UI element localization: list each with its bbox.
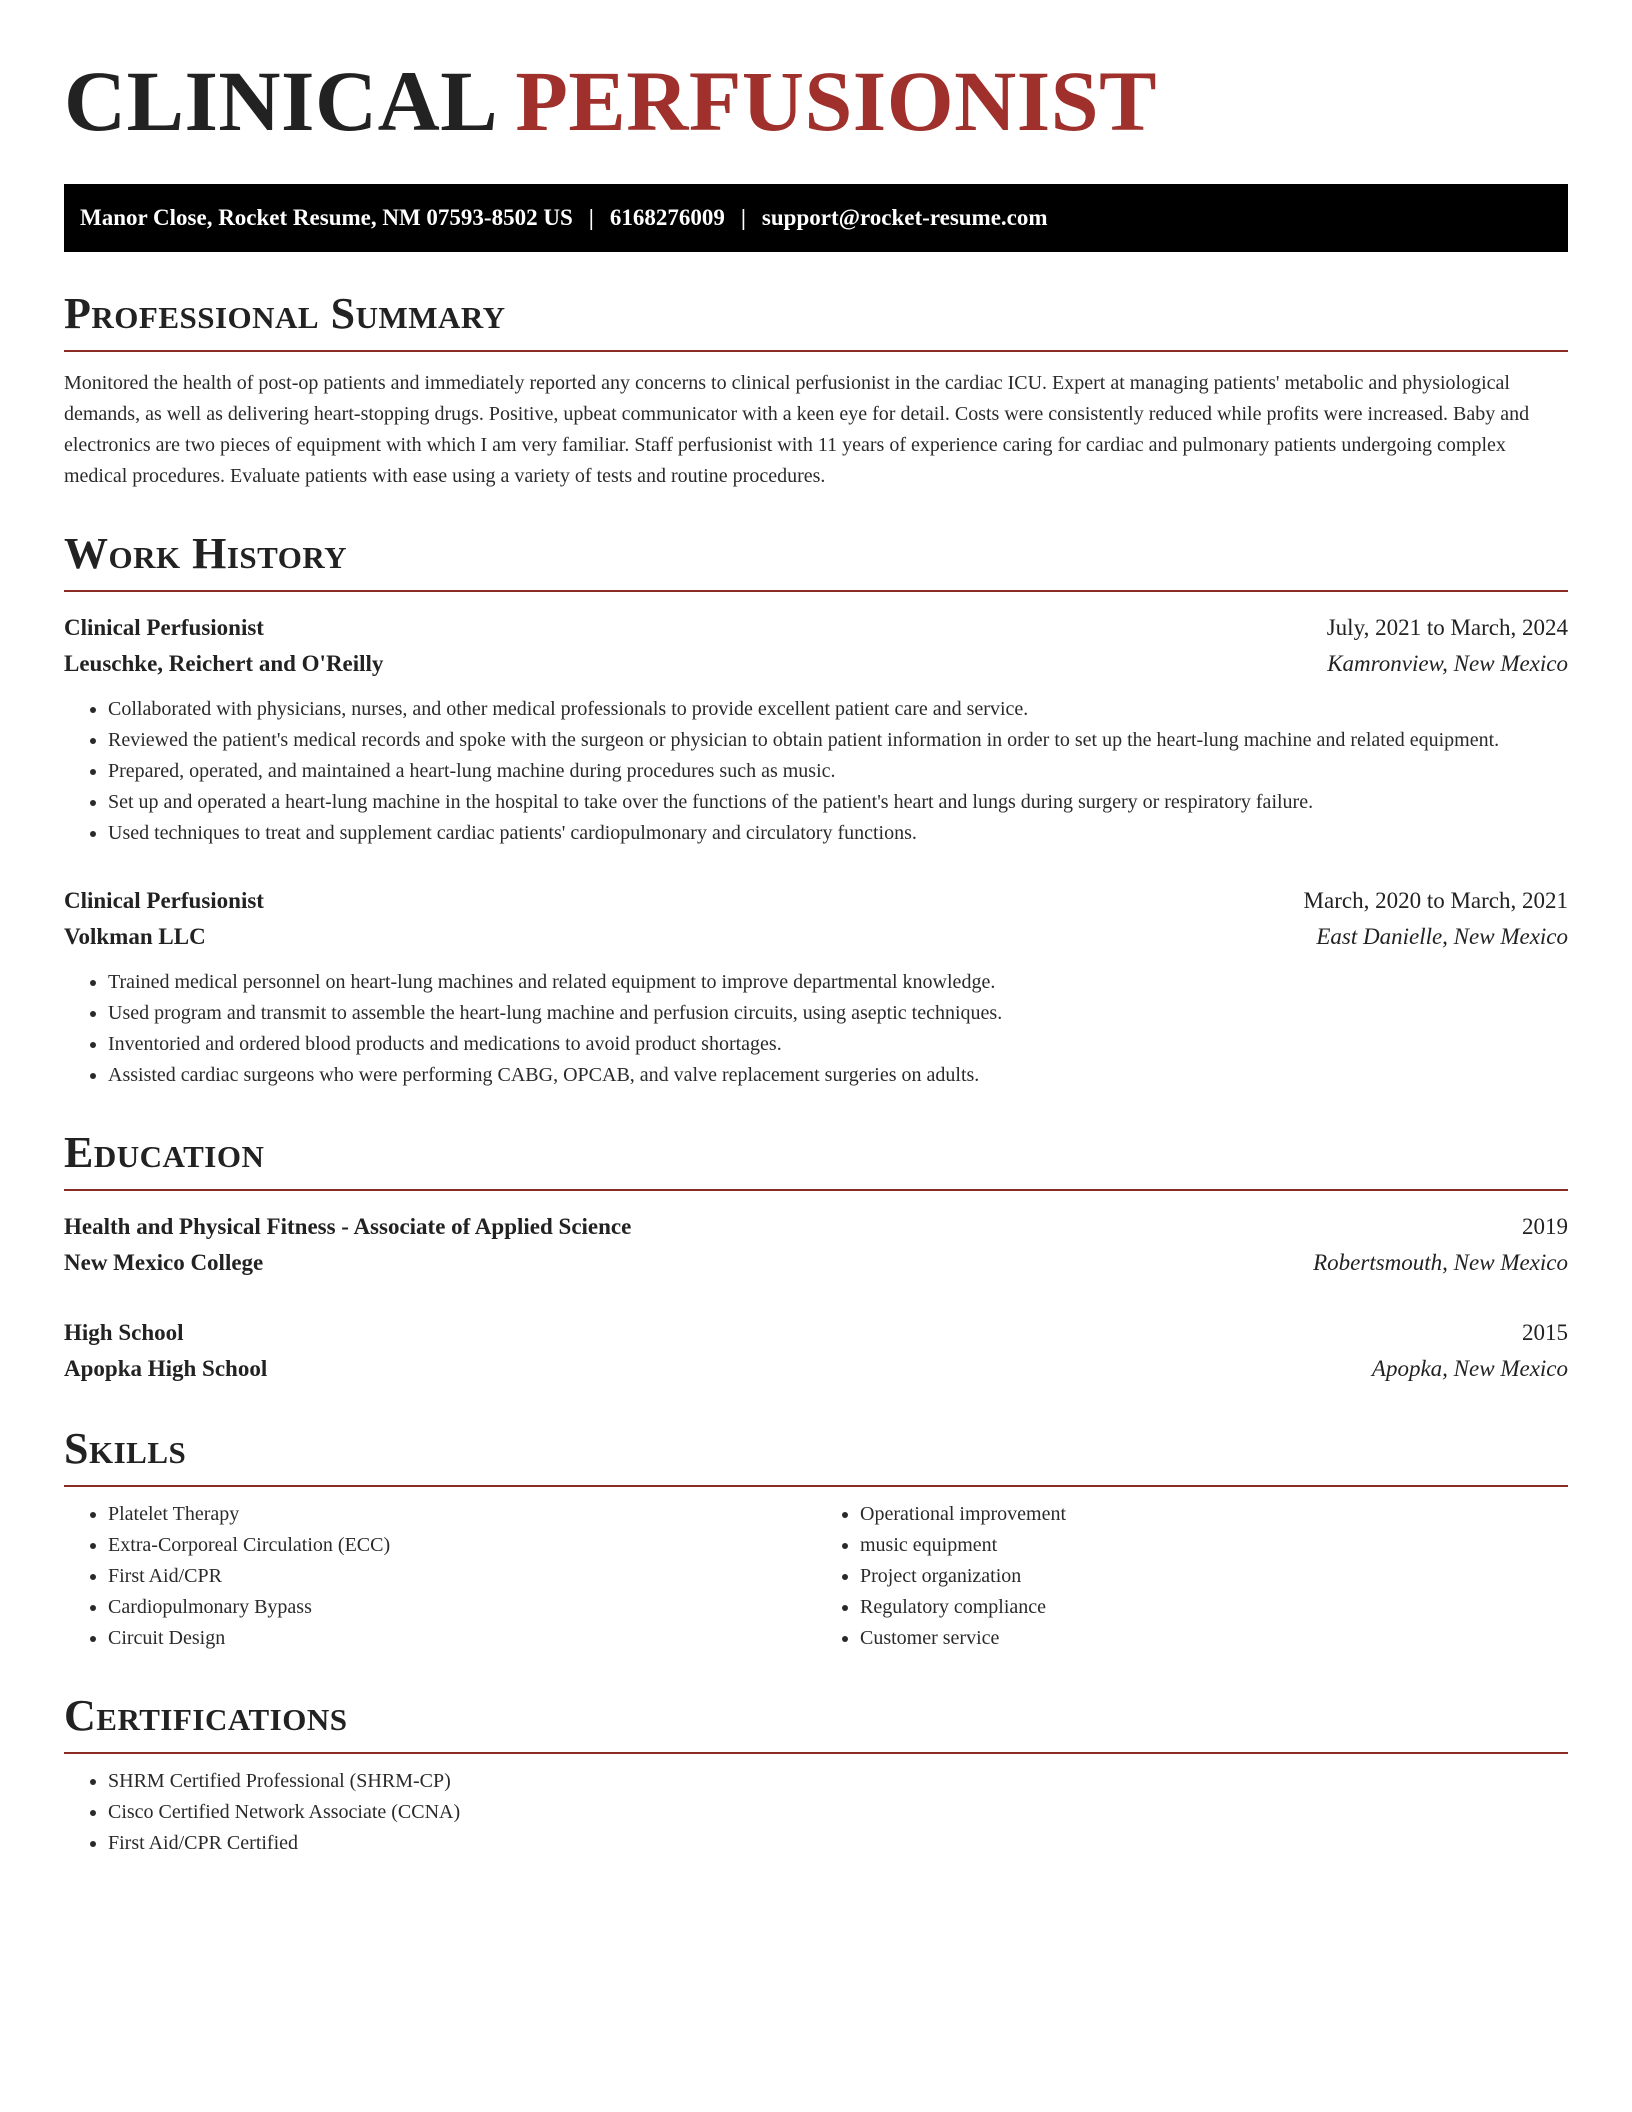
contact-separator: | [740,205,746,230]
job-role: Clinical Perfusionist [64,888,264,913]
education-location: Robertsmouth, New Mexico [1313,1250,1568,1275]
certifications-section [64,1691,1568,1859]
job-bullet: • Used program and transmit to assemble the heart-lung machine and perfusion circuits, using aseptic techniques. [108,998,1568,1029]
name-last: PERFUSIONIST [515,53,1157,149]
skills-list-right [816,1499,1568,1654]
certification-item: • SHRM Certified Professional (SHRM-CP) [108,1766,1568,1797]
certification-item: • First Aid/CPR Certified [108,1828,1568,1859]
job-bullet: • Trained medical personnel on heart-lung machines and related equipment to improve departmental knowledge. [108,967,1568,998]
certification-item: • Cisco Certified Network Associate (CCNA) [108,1797,1568,1828]
education-entry [64,1209,1568,1281]
name-first: CLINICAL [64,53,494,149]
job-location: Kamronview, New Mexico [1327,651,1568,676]
education-school: New Mexico College [64,1250,264,1275]
job-dates: July, 2021 to March, 2024 [1326,615,1568,640]
skill-item: • First Aid/CPR [108,1561,816,1592]
job-bullet: • Assisted cardiac surgeons who were performing CABG, OPCAB, and valve replacement surgeries on adults. [108,1060,1568,1091]
skill-item: • Platelet Therapy [108,1499,816,1530]
skill-item: • Cardiopulmonary Bypass [108,1592,816,1623]
resume-name [64,53,1568,149]
job-bullet: • Used techniques to treat and supplement cardiac patients' cardiopulmonary and circulatory functions. [108,818,1568,849]
job-entry [64,610,1568,849]
job-bullet: • Collaborated with physicians, nurses, and other medical professionals to provide excellent patient care and service. [108,694,1568,725]
skill-item: • Project organization [860,1561,1568,1592]
skill-item: • music equipment [860,1530,1568,1561]
skills-list-left [64,1499,816,1654]
job-bullet: • Inventoried and ordered blood products and medications to avoid product shortages. [108,1029,1568,1060]
skill-item: • Regulatory compliance [860,1592,1568,1623]
education-location: Apopka, New Mexico [1371,1356,1568,1381]
job-bullets [64,694,1568,849]
contact-phone: 6168276009 [609,205,725,230]
skills-grid [64,1487,1568,1654]
job-role: Clinical Perfusionist [64,615,264,640]
section-title-skills: Skills [64,1427,1568,1487]
skill-item: • Extra-Corporeal Circulation (ECC) [108,1530,816,1561]
job-dates: March, 2020 to March, 2021 [1303,888,1568,913]
education-entry [64,1315,1568,1387]
summary-section [64,289,1568,492]
education-year: 2019 [1522,1214,1568,1239]
job-company: Leuschke, Reichert and O'Reilly [64,651,384,676]
job-company: Volkman LLC [64,924,206,949]
job-bullet: • Prepared, operated, and maintained a heart-lung machine during procedures such as music. [108,756,1568,787]
work-history-section [64,529,1568,1091]
summary-text: Monitored the health of post-op patients and immediately reported any concerns to clinical perfusionist in the cardiac ICU. Expert at managing patients' metabolic and physiological demands, as well as delivering heart-stopping drugs. Positive, upbeat communicator with a keen eye for detail. Costs were consistently reduced while profits were increased. Baby and electronics are two pieces of equipment with which I am very familiar. Staff perfusionist with 11 years of experience caring for cardiac and pulmonary patients undergoing complex medical procedures. Evaluate patients with ease using a variety of tests and routine procedures. [64,372,1530,487]
job-bullet: • Reviewed the patient's medical records and spoke with the surgeon or physician to obtain patient information in order to set up the heart-lung machine and related equipment. [108,725,1568,756]
contact-email: support@rocket-resume.com [761,205,1048,230]
contact-separator: | [588,205,594,230]
section-title-summary: Professional Summary [64,292,1568,352]
education-degree: High School [64,1320,184,1345]
job-bullet: • Set up and operated a heart-lung machine in the hospital to take over the functions of the patient's heart and lungs during surgery or respiratory failure. [108,787,1568,818]
education-year: 2015 [1522,1320,1568,1345]
education-degree: Health and Physical Fitness - Associate of Applied Science [64,1214,632,1239]
education-school: Apopka High School [64,1356,268,1381]
section-title-certifications: Certifications [64,1694,1568,1754]
skill-item: • Customer service [860,1623,1568,1654]
job-bullets [64,967,1568,1091]
education-section [64,1128,1568,1387]
job-entry [64,883,1568,1091]
skill-item: • Circuit Design [108,1623,816,1654]
contact-bar [64,184,1568,252]
section-title-education: Education [64,1131,1568,1191]
contact-address: Manor Close, Rocket Resume, NM 07593-8502 US [80,205,573,230]
skill-item: • Operational improvement [860,1499,1568,1530]
certifications-list [64,1766,1568,1859]
job-location: East Danielle, New Mexico [1316,924,1568,949]
skills-section [64,1424,1568,1654]
section-title-work-history: Work History [64,532,1568,592]
